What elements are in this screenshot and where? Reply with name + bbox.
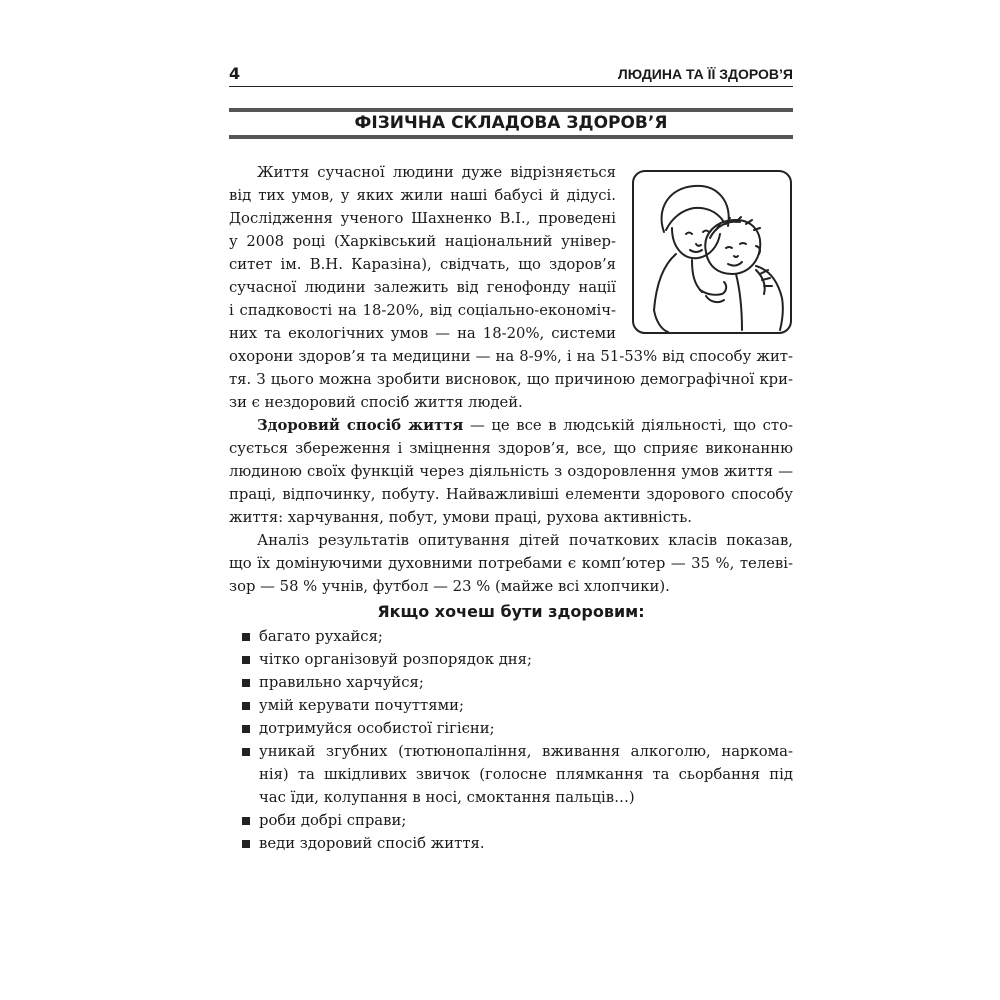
list-heading: Якщо хочеш бути здоровим: bbox=[377, 602, 645, 621]
paragraph-2-line-2: сується збереження і зміцнення здоров’я, все, що сприяє виконанню bbox=[229, 440, 793, 457]
list-item bbox=[259, 695, 793, 717]
list-item bbox=[259, 833, 793, 855]
list-item bbox=[259, 649, 793, 671]
running-title: ЛЮДИНА ТА ЇЇ ЗДОРОВ’Я bbox=[617, 66, 793, 82]
mother-and-child-illustration bbox=[632, 170, 792, 334]
paragraph-2-line-4: праці, відпочинку, побуту. Найважливіші елементи здорового способу bbox=[229, 486, 793, 503]
list-item-text: чітко організовуй розпорядок дня; bbox=[259, 651, 532, 668]
list-item-text: правильно харчуйся; bbox=[259, 674, 424, 691]
paragraph-2-line-1 bbox=[229, 415, 793, 437]
list-item-text-cont: час їди, колупання в носі, смоктання пальців…) bbox=[259, 789, 635, 806]
bullet-icon bbox=[242, 840, 250, 848]
paragraph-1-line-9: охорони здоров’я та медицини — на 8-9%, і на 51-53% від способу жит- bbox=[229, 348, 793, 365]
paragraph-1-line-6: сучасної людини залежить від генофонду нації bbox=[229, 279, 616, 296]
list-item-text: уникай згубних (тютюнопаління, вживання алкоголю, наркома- bbox=[259, 743, 793, 760]
list-item bbox=[259, 741, 793, 810]
paragraph-1-line-8: них та екологічних умов — на 18-20%, системи bbox=[229, 325, 616, 342]
bold-term: Здоровий спосіб життя bbox=[257, 417, 464, 434]
section-title: ФІЗИЧНА СКЛАДОВА ЗДОРОВ’Я bbox=[354, 113, 668, 133]
bullet-icon bbox=[242, 656, 250, 664]
bullet-icon bbox=[242, 817, 250, 825]
paragraph-2-line-3: людиною своїх функцій через діяльність з оздоровлення умов життя — bbox=[229, 463, 793, 480]
paragraph-1-line-10: тя. З цього можна зробити висновок, що причиною демографічної кри- bbox=[229, 371, 793, 388]
paragraph-1-line-5: ситет ім. В.Н. Каразіна), свідчать, що здоров’я bbox=[229, 256, 616, 273]
paragraph-1-line-2: від тих умов, у яких жили наші бабусі й дідусі. bbox=[229, 187, 616, 204]
list-item-text: веди здоровий спосіб життя. bbox=[259, 835, 485, 852]
paragraph-1-line-4: у 2008 році (Харківський національний універ- bbox=[229, 233, 616, 250]
paragraph-2-line-1-rest: — це все в людській діяльності, що сто- bbox=[463, 417, 794, 434]
list-item-text: дотримуйся особистої гігієни; bbox=[259, 720, 495, 737]
list-item bbox=[259, 810, 793, 832]
list-item-text: багато рухайся; bbox=[259, 628, 383, 645]
list-item bbox=[259, 672, 793, 694]
paragraph-3-line-2: що їх домінуючими духовними потребами є комп’ютер — 35 %, телеві- bbox=[229, 555, 793, 572]
page-number: 4 bbox=[229, 64, 241, 83]
bullet-icon bbox=[242, 725, 250, 733]
paragraph-2-line-5: життя: харчування, побут, умови праці, рухова активність. bbox=[229, 509, 692, 526]
paragraph-3-line-3: зор — 58 % учнів, футбол — 23 % (майже всі хлопчики). bbox=[229, 578, 670, 595]
list-item-text: роби добрі справи; bbox=[259, 812, 407, 829]
list-item bbox=[259, 626, 793, 648]
paragraph-1-line-3: Дослідження ученого Шахненко В.І., проведені bbox=[229, 210, 616, 227]
bullet-icon bbox=[242, 679, 250, 687]
list-item-text: умій керувати почуттями; bbox=[259, 697, 464, 714]
mother-and-child-icon bbox=[632, 170, 792, 334]
paragraph-1-line-11: зи є нездоровий спосіб життя людей. bbox=[229, 394, 523, 411]
bullet-icon bbox=[242, 748, 250, 756]
paragraph-1-line-1: Життя сучасної людини дуже відрізняється bbox=[257, 164, 616, 181]
header-rule bbox=[229, 86, 793, 87]
list-item bbox=[259, 718, 793, 740]
bullet-icon bbox=[242, 702, 250, 710]
paragraph-1-line-7: і спадковості на 18-20%, від соціально-економіч- bbox=[229, 302, 616, 319]
bullet-icon bbox=[242, 633, 250, 641]
list-item-text-cont: нія) та шкідливих звичок (голосне плямкання та сьорбання під bbox=[259, 766, 793, 783]
paragraph-3-line-1: Аналіз результатів опитування дітей початкових класів показав, bbox=[257, 532, 793, 549]
